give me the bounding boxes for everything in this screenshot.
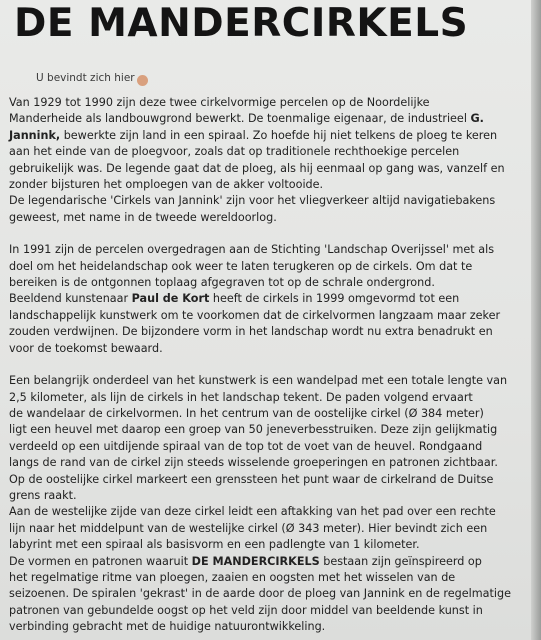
text-line: Manderheide als landbouwgrond bewerkt. De toenmalige eigenaar, de industrieel G.	[9, 112, 484, 126]
text-line: Beeldend kunstenaar Paul de Kort heeft de cirkels in 1999 omgevormd tot een	[9, 292, 460, 306]
paragraph-history	[9, 95, 531, 226]
text-line: zonder bijsturen het omploegen van de akker voltooide.	[9, 178, 324, 192]
text-line: landschappelijk kunstwerk om te voorkomen dat de cirkelvormen langzaam maar zeker	[9, 308, 501, 322]
paragraph-artwork	[9, 373, 531, 636]
text-line: zouden verdwijnen. De bijzondere vorm in het landschap wordt nu extra benadrukt en	[9, 325, 493, 339]
text-line: bereiken is de ontgonnen toplaag afgegraven tot op de schrale ondergrond.	[9, 276, 435, 290]
sign-edge	[531, 0, 541, 640]
text-line: Van 1929 tot 1990 zijn deze twee cirkelvormige percelen op de Noordelijke	[9, 96, 430, 109]
text-line: Jannink, bewerkte zijn land in een spiraal. Zo hoefde hij niet telkens de ploeg te keren	[9, 128, 498, 142]
text-line: Aan de westelijke zijde van deze cirkel leidt een aftakking van het pad over een rechte	[9, 505, 496, 519]
sign-body	[9, 95, 531, 636]
text-line: doel om het heidelandschap ook weer te laten terugkeren op de cirkels. Om dat te	[9, 259, 473, 273]
text-line: voor de toekomst bewaard.	[9, 341, 163, 355]
text-line: In 1991 zijn de percelen overgedragen aan de Stichting 'Landschap Overijssel' met als	[9, 243, 495, 257]
text-line: 2,5 kilometer, als lijn de cirkels in het landschap tekent. De paden volgend ervaart	[9, 390, 473, 404]
location-label: U bevindt zich hier	[36, 72, 135, 84]
text-line: gebruikelijk was. De legende gaat dat de ploeg, als hij eenmaal op gang was, vanzelf en	[9, 161, 505, 175]
text-line: De vormen en patronen waaruit DE MANDERCIRKELS bestaan zijn geïnspireerd op	[9, 554, 482, 568]
sign-title: DE MANDERCIRKELS	[14, 1, 469, 46]
text-line: de wandelaar de cirkelvormen. In het centrum van de oostelijke cirkel (Ø 384 meter)	[9, 406, 484, 420]
text-line: verbinding gebracht met de huidige natuurontwikkeling.	[9, 620, 326, 634]
text-line: langs de rand van de cirkel zijn steeds wisselende groeperingen en patronen zichtbaar.	[9, 456, 498, 470]
text-line: Een belangrijk onderdeel van het kunstwerk is een wandelpad met een totale lengte van	[9, 374, 508, 388]
text-line: patronen van gebundelde oogst op het veld zijn door middel van beeldende kunst in	[9, 603, 483, 617]
text-line: het regelmatige ritme van ploegen, zaaien en oogsten met het wisselen van de	[9, 570, 456, 584]
text-line: De legendarische 'Cirkels van Jannink' zijn voor het vliegverkeer altijd navigatiebakens	[9, 194, 496, 208]
you-are-here-marker-icon	[137, 75, 148, 86]
text-line: lijn naar het middelpunt van de westelijke cirkel (Ø 343 meter). Hier bevindt zich een	[9, 521, 488, 535]
text-line: verdeeld op een uitdijende spiraal van de top tot de voet van de heuvel. Rondgaand	[9, 439, 483, 453]
text-line: grens raakt.	[9, 488, 77, 502]
text-line: Op de oostelijke cirkel markeert een grenssteen het punt waar de cirkelrand de Duitse	[9, 472, 494, 486]
paragraph-transfer	[9, 242, 531, 357]
text-line: geweest, met name in de tweede wereldoorlog.	[9, 210, 277, 224]
text-line: labyrint met een spiraal als basisvorm en een padlengte van 1 kilometer.	[9, 538, 420, 552]
text-line: aan het einde van de ploegvoor, zoals dat op traditionele rechthoekige percelen	[9, 145, 460, 159]
text-line: seizoenen. De spiralen 'gekrast' in de aarde door de ploeg van Jannink en de regelmatige	[9, 587, 511, 601]
text-line: ligt een heuvel met daarop een groep van 50 jeneverbesstruiken. Deze zijn gelijkmatig	[9, 423, 498, 437]
